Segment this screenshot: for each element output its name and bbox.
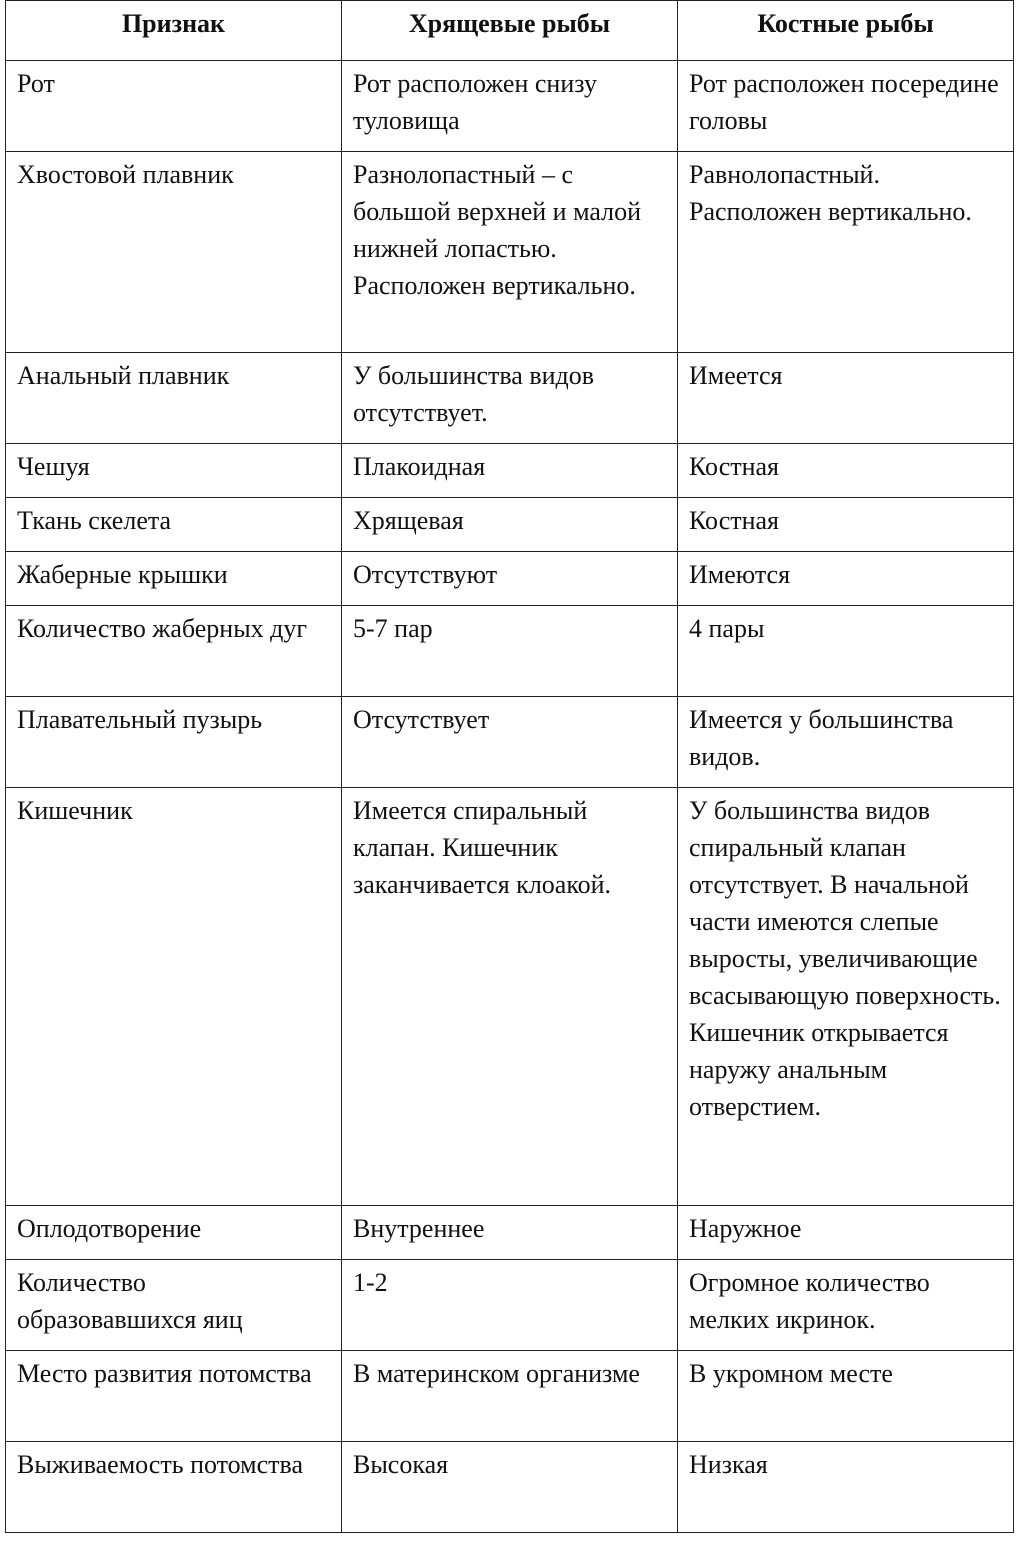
comparison-table-container	[5, 0, 1013, 1533]
table-row	[6, 61, 1014, 152]
cell-feature: Рот	[6, 61, 342, 152]
cell-feature: Оплодотворение	[6, 1206, 342, 1260]
header-feature: Признак	[6, 1, 342, 61]
cell-cartilaginous: Разнолопастный – с большой верхней и малой нижней лопастью. Расположен вертикально.	[342, 152, 678, 353]
table-row	[6, 444, 1014, 498]
cell-feature: Анальный плавник	[6, 353, 342, 444]
table-row	[6, 498, 1014, 552]
table-row	[6, 353, 1014, 444]
cell-cartilaginous: Плакоидная	[342, 444, 678, 498]
table-row	[6, 152, 1014, 353]
cell-cartilaginous: Хрящевая	[342, 498, 678, 552]
table-row	[6, 552, 1014, 606]
cell-bony: Наружное	[678, 1206, 1014, 1260]
table-row	[6, 1206, 1014, 1260]
cell-bony: Рот расположен посередине головы	[678, 61, 1014, 152]
cell-bony: Имеются	[678, 552, 1014, 606]
cell-feature: Выживаемость потомства	[6, 1442, 342, 1533]
table-header-row	[6, 1, 1014, 61]
cell-feature: Чешуя	[6, 444, 342, 498]
cell-bony: Равнолопастный. Расположен вертикально.	[678, 152, 1014, 353]
cell-bony: Имеется у большинства видов.	[678, 697, 1014, 788]
cell-cartilaginous: У большинства видов отсутствует.	[342, 353, 678, 444]
header-bony-fish: Костные рыбы	[678, 1, 1014, 61]
cell-bony: Костная	[678, 444, 1014, 498]
header-cartilaginous-fish: Хрящевые рыбы	[342, 1, 678, 61]
cell-feature: Хвостовой плавник	[6, 152, 342, 353]
cell-bony: 4 пары	[678, 606, 1014, 697]
table-row	[6, 1442, 1014, 1533]
fish-comparison-table	[5, 0, 1014, 1533]
cell-feature: Плавательный пузырь	[6, 697, 342, 788]
table-row	[6, 606, 1014, 697]
cell-cartilaginous: Отсутствуют	[342, 552, 678, 606]
cell-cartilaginous: 1-2	[342, 1260, 678, 1351]
cell-feature: Ткань скелета	[6, 498, 342, 552]
cell-cartilaginous: Высокая	[342, 1442, 678, 1533]
cell-cartilaginous: Имеется спиральный клапан. Кишечник заканчивается клоакой.	[342, 788, 678, 1206]
cell-bony: Костная	[678, 498, 1014, 552]
cell-feature: Кишечник	[6, 788, 342, 1206]
cell-cartilaginous: 5-7 пар	[342, 606, 678, 697]
cell-cartilaginous: Внутреннее	[342, 1206, 678, 1260]
cell-bony: Имеется	[678, 353, 1014, 444]
cell-feature: Жаберные крышки	[6, 552, 342, 606]
cell-bony: У большинства видов спиральный клапан отсутствует. В начальной части имеются слепые выросты, увеличивающие всасывающую поверхность. Кишечник открывается наружу анальным отверстием.	[678, 788, 1014, 1206]
cell-bony: Огромное количество мелких икринок.	[678, 1260, 1014, 1351]
table-row	[6, 1260, 1014, 1351]
cell-cartilaginous: В материнском организме	[342, 1351, 678, 1442]
cell-bony: Низкая	[678, 1442, 1014, 1533]
cell-cartilaginous: Рот расположен снизу туловища	[342, 61, 678, 152]
cell-feature: Количество жаберных дуг	[6, 606, 342, 697]
cell-feature: Количество образовавшихся яиц	[6, 1260, 342, 1351]
table-row	[6, 697, 1014, 788]
cell-feature: Место развития потомства	[6, 1351, 342, 1442]
cell-cartilaginous: Отсутствует	[342, 697, 678, 788]
table-row	[6, 788, 1014, 1206]
cell-bony: В укромном месте	[678, 1351, 1014, 1442]
table-row	[6, 1351, 1014, 1442]
